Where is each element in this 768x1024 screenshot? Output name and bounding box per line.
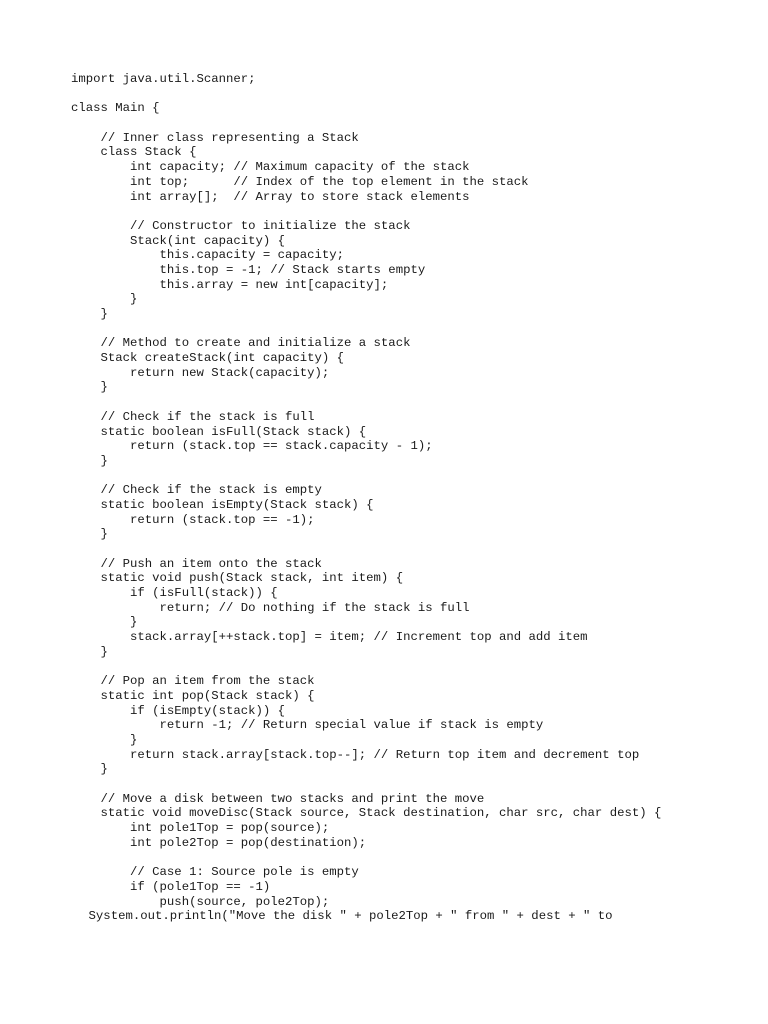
code-line xyxy=(71,395,684,410)
code-line: int pole1Top = pop(source); xyxy=(71,821,330,836)
code-line: return (stack.top == -1); xyxy=(71,512,315,527)
code-line: return (stack.top == stack.capacity - 1); xyxy=(71,439,433,454)
code-line xyxy=(71,469,684,484)
code-line: Stack(int capacity) { xyxy=(71,233,286,248)
code-line: return -1; // Return special value if stack is empty xyxy=(71,718,544,733)
code-line: // Push an item onto the stack xyxy=(71,556,322,571)
code-line: } xyxy=(71,527,108,542)
code-line: // Move a disk between two stacks and print the move xyxy=(71,791,485,806)
code-line xyxy=(71,116,684,131)
code-line: static boolean isEmpty(Stack stack) { xyxy=(71,497,374,512)
code-line: } xyxy=(71,644,108,659)
code-line: return new Stack(capacity); xyxy=(71,365,330,380)
code-line: } xyxy=(71,380,108,395)
code-line: return stack.array[stack.top--]; // Return top item and decrement top xyxy=(71,747,640,762)
code-line: int top; // Index of the top element in the stack xyxy=(71,174,529,189)
code-line xyxy=(71,542,684,557)
code-line: import java.util.Scanner; xyxy=(71,72,256,86)
code-line xyxy=(71,660,684,675)
code-line: int capacity; // Maximum capacity of the stack xyxy=(71,160,470,175)
code-line: // Pop an item from the stack xyxy=(71,674,315,689)
code-line: static boolean isFull(Stack stack) { xyxy=(71,424,367,439)
code-line: } xyxy=(71,292,138,307)
code-line: // Constructor to initialize the stack xyxy=(71,218,411,233)
code-line: this.array = new int[capacity]; xyxy=(71,277,389,292)
code-block xyxy=(0,72,684,924)
code-line: return; // Do nothing if the stack is full xyxy=(71,600,470,615)
code-line: static void moveDisc(Stack source, Stack destination, char src, char dest) { xyxy=(71,806,662,821)
code-line: class Stack { xyxy=(71,145,197,160)
code-line: if (isEmpty(stack)) { xyxy=(71,703,286,718)
code-line: if (isFull(stack)) { xyxy=(71,586,278,601)
code-line: stack.array[++stack.top] = item; // Increment top and add item xyxy=(71,630,588,645)
code-line: } xyxy=(71,307,108,321)
code-line: int pole2Top = pop(destination); xyxy=(71,835,367,850)
code-line: static void push(Stack stack, int item) { xyxy=(71,571,404,586)
code-line xyxy=(71,850,684,865)
code-line: } xyxy=(71,732,138,747)
code-line: } xyxy=(71,453,108,468)
code-line xyxy=(71,87,684,102)
code-line: } xyxy=(71,762,108,777)
code-line xyxy=(71,322,684,337)
code-line: push(source, pole2Top); xyxy=(71,894,330,909)
code-line: // Case 1: Source pole is empty xyxy=(71,865,359,880)
code-line: int array[]; // Array to store stack elements xyxy=(71,189,470,204)
code-line: } xyxy=(71,615,138,630)
code-line: Stack createStack(int capacity) { xyxy=(71,351,345,366)
code-line-wrapped: System.out.println("Move the disk " + pole2Top + " from " + dest + " to xyxy=(0,909,613,924)
code-line: class Main { xyxy=(71,101,160,116)
code-line: static int pop(Stack stack) { xyxy=(71,688,315,703)
code-line xyxy=(71,777,684,792)
code-line: this.capacity = capacity; xyxy=(71,248,345,263)
code-line: if (pole1Top == -1) xyxy=(71,879,271,894)
code-line: // Method to create and initialize a stack xyxy=(71,336,411,351)
code-line: this.top = -1; // Stack starts empty xyxy=(71,262,426,277)
code-line: // Check if the stack is empty xyxy=(71,483,322,498)
code-line xyxy=(71,204,684,219)
code-line: // Inner class representing a Stack xyxy=(71,130,359,145)
code-line: // Check if the stack is full xyxy=(71,409,315,424)
